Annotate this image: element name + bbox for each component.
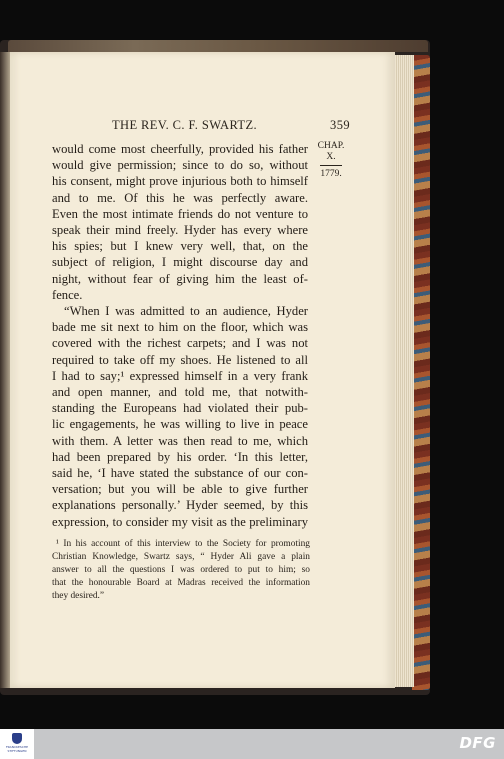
body-line: with them. A letter was then read to me, which xyxy=(52,433,308,448)
body-line: would come most cheerfully, provided his father xyxy=(52,142,308,156)
margin-rule xyxy=(320,165,342,166)
marbled-fore-edge xyxy=(412,55,430,690)
body-line: his consent, might prove injurious both to himself xyxy=(52,174,308,189)
crest-icon xyxy=(12,733,22,744)
running-title: THE REV. C. F. SWARTZ. xyxy=(112,118,258,132)
body-line: speak their mind freely. Hyder has every where xyxy=(52,223,308,238)
body-line: fence. xyxy=(52,287,83,302)
footnote-line: that the honourable Board at Madras received the information xyxy=(52,578,310,589)
body-text xyxy=(52,141,308,530)
body-line: had been prepared by his order. ‘In this letter, xyxy=(52,449,308,464)
page-header xyxy=(50,118,350,134)
body-line: versation; but you will be able to give further xyxy=(52,482,308,497)
logo-caption: FRANCKESCHE STIFTUNGEN xyxy=(5,745,29,753)
footnote-line: answer to all the questions I was ordered to put to him; so xyxy=(52,565,310,576)
body-line: “When I was admitted to an audience, Hyder xyxy=(64,304,308,319)
body-line: covered with the richest carpets; and I was not xyxy=(52,336,308,351)
body-line: night, without fear of giving him the least of- xyxy=(52,271,308,286)
margin-chapter-label: CHAP. xyxy=(317,141,345,151)
body-line: bade me sit next to him on the floor, which was xyxy=(52,320,308,335)
body-line: expression, to consider my visit as the preliminary xyxy=(52,514,308,529)
body-line: required to take off my shoes. He listened to all xyxy=(52,352,308,367)
franckesche-stiftungen-logo[interactable] xyxy=(0,729,34,759)
page-stack-edge xyxy=(392,55,414,687)
footnote-line: ¹ In his account of this interview to the Society for promoting xyxy=(56,539,310,549)
dfg-logo[interactable]: DFG xyxy=(459,734,496,752)
body-line: standing the Europeans had violated their pub- xyxy=(52,401,308,416)
body-line: would give permission; since to do so, without xyxy=(52,158,308,173)
margin-year: 1779. xyxy=(320,169,342,179)
footnote-line: Christian Knowledge, Swartz says, “ Hyder Ali gave a plain xyxy=(52,552,310,563)
body-line: subject of religion, I might discourse day and xyxy=(52,255,308,270)
body-line: Even the most intimate friends do not venture to xyxy=(52,206,308,221)
body-line: I had to say;¹ expressed himself in a very frank xyxy=(52,368,308,383)
body-line: said he, ‘I have stated the substance of our con- xyxy=(52,466,308,481)
margin-chapter-number: X. xyxy=(326,151,336,162)
body-line: lic engagements, he was willing to live in peace xyxy=(52,417,308,432)
body-line: his spies; but I knew very well, that, on the xyxy=(52,239,308,254)
body-line: explanations personally.’ Hyder seemed, by this xyxy=(52,498,308,513)
footnote-line: they desired.” xyxy=(52,591,105,602)
footnotes xyxy=(52,538,310,603)
viewer-footer-bar xyxy=(0,729,504,759)
margin-note xyxy=(314,141,348,180)
body-line: and to me. Of this he was perfectly aware. xyxy=(52,190,308,205)
page-number: 359 xyxy=(330,118,350,132)
body-line: and open manner, and told me, that notwith- xyxy=(52,385,308,400)
book-top-edge xyxy=(8,40,428,52)
